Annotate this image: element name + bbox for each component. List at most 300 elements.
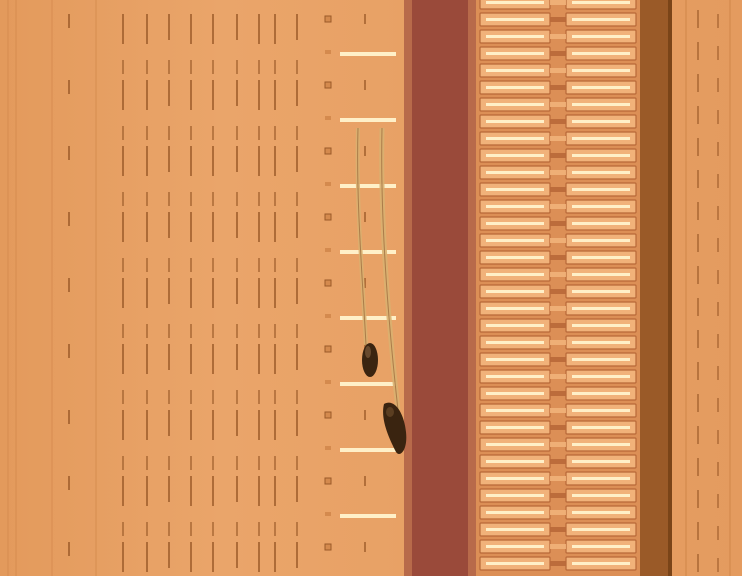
pad-connector [550,17,566,22]
array-dash [122,146,124,176]
pad-connector [550,544,566,549]
array-dash [258,14,260,44]
pad-connector [550,0,566,5]
array-dash [122,456,124,470]
pad-connector [550,136,566,141]
array-dash [146,126,148,140]
array-dash [168,126,170,140]
array-dash [274,126,276,140]
bright-bar [340,118,396,122]
pad-highlight-left [486,205,544,208]
trace-dash [717,238,719,252]
pad-highlight-right [572,460,630,463]
trace-dash [717,462,719,476]
array-dash [146,192,148,206]
array-dash [364,212,366,222]
pad-highlight-left [486,358,544,361]
pad-highlight-left [486,18,544,21]
pad-highlight-right [572,188,630,191]
array-dash [258,542,260,572]
array-dash [236,258,238,272]
trace-dash [717,110,719,124]
array-dash [190,126,192,140]
pad-highlight-right [572,511,630,514]
array-dash [146,324,148,338]
pad-highlight-right [572,324,630,327]
via-square [325,512,331,516]
array-dash [122,390,124,404]
pad-highlight-left [486,307,544,310]
array-dash [68,80,70,94]
array-dash [190,476,192,506]
via-square [325,182,331,186]
trace-dash [717,46,719,60]
pad-highlight-left [486,392,544,395]
pad-highlight-left [486,171,544,174]
array-dash [258,278,260,308]
array-dash [68,14,70,28]
array-dash [168,456,170,470]
array-dash [122,192,124,206]
pad-highlight-left [486,103,544,106]
array-dash [122,476,124,506]
trace-dash [697,74,699,92]
via-square [325,412,331,418]
array-dash [236,212,238,238]
array-dash [212,344,214,374]
trace-dash [717,14,719,28]
array-dash [274,542,276,572]
array-dash [258,258,260,272]
array-dash [190,456,192,470]
via-square [325,50,331,54]
array-dash [236,476,238,502]
pad-connector [550,374,566,379]
trace-dash [697,490,699,508]
array-dash [212,146,214,176]
pad-highlight-left [486,52,544,55]
pad-highlight-right [572,443,630,446]
array-dash [296,522,298,536]
array-dash [296,14,298,40]
pad-connector [550,102,566,107]
array-dash [236,390,238,404]
array-dash [236,80,238,106]
pad-highlight-left [486,188,544,191]
array-dash [274,60,276,74]
pad-connector [550,408,566,413]
via-square [325,544,331,550]
bus-edge-right [468,0,476,576]
array-dash [296,60,298,74]
trace-dash [717,398,719,412]
trace-dash [717,366,719,380]
array-dash [236,522,238,536]
pad-highlight-right [572,562,630,565]
pad-highlight-right [572,392,630,395]
array-dash [296,80,298,106]
trace-dash [697,42,699,60]
array-dash [146,278,148,308]
pad-highlight-left [486,562,544,565]
array-dash [296,476,298,502]
array-dash [236,192,238,206]
pad-highlight-left [486,239,544,242]
array-dash [168,390,170,404]
array-dash [190,522,192,536]
array-dash [274,80,276,110]
array-dash [274,344,276,374]
pad-connector [550,255,566,260]
array-dash [122,542,124,572]
pad-highlight-left [486,154,544,157]
array-dash [190,14,192,44]
pad-highlight-right [572,545,630,548]
array-dash [146,80,148,110]
pad-connector [550,85,566,90]
pad-connector [550,425,566,430]
array-dash [258,324,260,338]
array-dash [68,212,70,226]
pad-highlight-left [486,409,544,412]
trace-dash [697,106,699,124]
via-square [325,16,331,22]
trace-dash [697,234,699,252]
pad-connector [550,272,566,277]
array-dash [168,344,170,370]
pad-highlight-left [486,35,544,38]
via-square [325,478,331,484]
pad-highlight-right [572,375,630,378]
array-dash [190,146,192,176]
pad-highlight-right [572,409,630,412]
pad-connector [550,561,566,566]
array-dash [296,456,298,470]
array-dash [168,476,170,502]
array-dash [146,212,148,242]
pad-highlight-left [486,137,544,140]
array-dash [168,60,170,74]
array-dash [296,344,298,370]
pad-connector [550,340,566,345]
array-dash [212,542,214,572]
array-dash [212,80,214,110]
trace-dash [697,202,699,220]
array-dash [190,80,192,110]
pad-highlight-right [572,154,630,157]
trace-dash [717,430,719,444]
pad-highlight-right [572,86,630,89]
array-dash [236,146,238,172]
array-dash [258,146,260,176]
dark-vertical-stripe [640,0,672,576]
array-dash [122,60,124,74]
trace-dash [717,558,719,572]
pad-highlight-left [486,528,544,531]
array-dash [364,410,366,420]
array-dash [168,542,170,568]
array-dash [68,542,70,556]
pad-highlight-right [572,256,630,259]
array-dash [212,278,214,308]
trace-dash [697,266,699,284]
trace-dash [717,174,719,188]
array-dash [122,258,124,272]
array-dash [236,542,238,568]
pad-highlight-left [486,290,544,293]
pad-highlight-left [486,86,544,89]
array-dash [296,258,298,272]
array-dash [274,14,276,44]
trace-dash [717,494,719,508]
trace-dash [697,458,699,476]
array-dash [258,60,260,74]
bright-bar [340,250,396,254]
array-dash [212,60,214,74]
trace-dash [717,270,719,284]
pad-connector [550,170,566,175]
pad-connector [550,306,566,311]
array-dash [258,522,260,536]
array-dash [122,14,124,44]
pad-connector [550,527,566,532]
array-dash [274,476,276,506]
array-dash [296,192,298,206]
array-dash [68,410,70,424]
pad-connector [550,442,566,447]
array-dash [236,456,238,470]
pad-connector [550,510,566,515]
array-dash [168,14,170,40]
left-logic-array [8,0,396,576]
array-dash [122,522,124,536]
array-dash [274,212,276,242]
pad-highlight-right [572,290,630,293]
array-dash [274,410,276,440]
array-dash [68,476,70,490]
array-dash [68,344,70,358]
trace-dash [697,330,699,348]
pad-highlight-right [572,1,630,4]
array-dash [364,542,366,552]
pad-connector [550,187,566,192]
pad-connector [550,476,566,481]
pad-connector [550,289,566,294]
pad-highlight-right [572,341,630,344]
array-dash [190,278,192,308]
pad-highlight-right [572,358,630,361]
array-dash [168,410,170,436]
array-dash [146,390,148,404]
pad-highlight-left [486,120,544,123]
array-dash [258,126,260,140]
pad-highlight-right [572,205,630,208]
trace-dash [697,138,699,156]
array-dash [168,522,170,536]
array-dash [190,258,192,272]
array-dash [68,278,70,292]
array-dash [274,278,276,308]
particle-highlight [365,346,371,358]
pad-connector [550,391,566,396]
bus-body [412,0,468,576]
array-dash [122,80,124,110]
bus-edge-left [404,0,412,576]
array-dash [236,324,238,338]
via-square [325,314,331,318]
array-dash [168,192,170,206]
pad-highlight-left [486,545,544,548]
trace-dash [697,362,699,380]
pad-highlight-left [486,256,544,259]
trace-dash [697,170,699,188]
array-dash [212,212,214,242]
array-dash [364,14,366,24]
array-dash [236,410,238,436]
pad-connector [550,119,566,124]
array-dash [274,324,276,338]
pad-highlight-left [486,443,544,446]
array-dash [190,60,192,74]
bright-bar [340,382,396,386]
pad-highlight-right [572,171,630,174]
via-square [325,346,331,352]
via-square [325,248,331,252]
array-dash [146,410,148,440]
array-dash [274,192,276,206]
pad-highlight-right [572,120,630,123]
trace-dash [697,522,699,540]
array-dash [258,80,260,110]
pad-highlight-right [572,69,630,72]
pad-highlight-right [572,426,630,429]
array-dash [212,324,214,338]
array-dash [364,476,366,486]
via-square [325,280,331,286]
array-dash [212,258,214,272]
array-dash [258,344,260,374]
via-square [325,116,331,120]
pad-highlight-left [486,477,544,480]
array-dash [190,542,192,572]
array-dash [122,324,124,338]
array-dash [236,126,238,140]
array-dash [258,410,260,440]
via-square [325,380,331,384]
array-dash [274,522,276,536]
bright-bar [340,514,396,518]
array-dash [146,542,148,572]
pad-highlight-left [486,69,544,72]
trace-dash [717,78,719,92]
array-dash [212,390,214,404]
pad-highlight-right [572,477,630,480]
trace-dash [717,206,719,220]
metal-bus-strip [404,0,476,576]
pad-highlight-right [572,273,630,276]
array-dash [168,80,170,106]
pad-connector [550,238,566,243]
pad-highlight-left [486,1,544,4]
array-dash [364,80,366,90]
array-dash [190,410,192,440]
contamination-particles [358,128,407,454]
array-dash [168,278,170,304]
array-dash [168,258,170,272]
pad-highlight-left [486,494,544,497]
pad-highlight-left [486,460,544,463]
array-dash [364,146,366,156]
array-dash [296,212,298,238]
array-dash [236,14,238,40]
array-dash [168,146,170,172]
array-dash [296,324,298,338]
array-dash [212,192,214,206]
pad-highlight-left [486,273,544,276]
array-dash [296,410,298,436]
array-dash [190,212,192,242]
pad-connector [550,493,566,498]
pad-highlight-right [572,528,630,531]
pad-connector [550,221,566,226]
pad-highlight-right [572,52,630,55]
array-dash [122,212,124,242]
bright-bar [340,184,396,188]
dark-stripe-edge [668,0,672,576]
array-dash [146,146,148,176]
array-dash [258,192,260,206]
pad-highlight-right [572,307,630,310]
array-dash [122,410,124,440]
array-dash [212,410,214,440]
array-dash [258,456,260,470]
array-dash [296,126,298,140]
array-dash [146,258,148,272]
pad-highlight-left [486,341,544,344]
array-dash [212,126,214,140]
array-dash [122,126,124,140]
trace-dash [697,394,699,412]
pad-connector [550,323,566,328]
pad-connector [550,51,566,56]
pad-highlight-right [572,18,630,21]
array-dash [212,14,214,44]
array-dash [190,390,192,404]
array-dash [296,146,298,172]
trace-dash [697,554,699,572]
array-dash [296,542,298,568]
trace-dash [697,10,699,28]
array-dash [274,390,276,404]
particle-highlight [386,407,394,417]
pad-highlight-right [572,222,630,225]
array-dash [274,258,276,272]
array-dash [236,60,238,74]
array-dash [122,278,124,308]
pad-connector [550,204,566,209]
fiber-strand [382,128,398,410]
array-dash [190,192,192,206]
array-dash [274,146,276,176]
comb-pad-array [476,0,640,576]
via-square [325,214,331,220]
array-dash [146,522,148,536]
array-dash [168,324,170,338]
pad-highlight-left [486,222,544,225]
pad-connector [550,34,566,39]
array-dash [68,146,70,160]
pad-highlight-right [572,137,630,140]
